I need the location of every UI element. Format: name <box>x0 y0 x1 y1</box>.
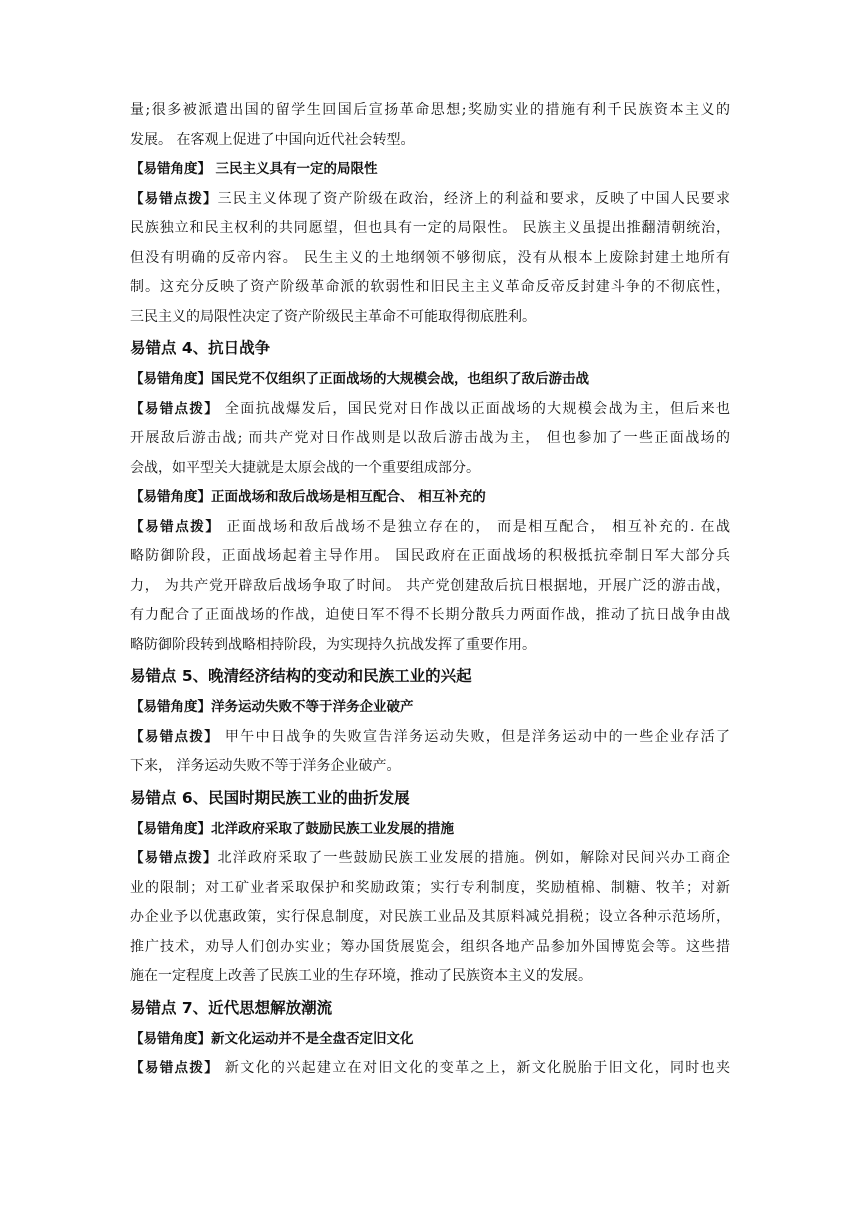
angle-tag: 【易错角度】 <box>130 699 211 715</box>
error-angle <box>130 365 730 395</box>
tip-text: 三民主义体现了资产阶级在政治，经济上的利益和要求，反映了中国人民要求 <box>217 190 730 207</box>
angle-text: 洋务运动失败不等于洋务企业破产 <box>211 699 414 715</box>
paragraph-line: 推广技术，劝导人们创办实业；筹办国货展览会，组织各地产品参加外国博览会等。这些措 <box>130 938 730 955</box>
angle-text: 北洋政府采取了鼓励民族工业发展的措施 <box>211 820 454 837</box>
angle-tag: 【易错角度】 <box>130 371 211 387</box>
document-page <box>130 96 730 1084</box>
error-angle <box>130 483 730 513</box>
error-angle <box>130 155 730 185</box>
paragraph-line: 力， 为共产党开辟敌后战场争取了时间。 共产党创建敌后抗日根据地，开展广泛的游击战， <box>130 577 730 594</box>
paragraph-line: 但没有明确的反帝内容。 民生主义的土地纲领不够彻底，没有从根本上废除封建土地所有 <box>130 249 730 266</box>
section-heading: 易错点 5、晚清经济结构的变动和民族工业的兴起 <box>130 667 472 685</box>
tip-text: 甲午中日战争的失败宣告洋务运动失败，但是洋务运动中的一些企业存活了 <box>219 728 730 745</box>
tip-tag: 【易错点拨】 <box>130 850 218 866</box>
paragraph-line: 开展敌后游击战; 而共产党对日作战则是以敌后游击战为主， 但也参加了一些正面战场的 <box>130 430 730 446</box>
tip-tag: 【易错点拨】 <box>130 400 220 417</box>
paragraph-line: 施在一定程度上改善了民族工业的生存环境，推动了民族资本主义的发展。 <box>130 968 592 984</box>
paragraph-line: 下来， 洋务运动失败不等于洋务企业破产。 <box>130 758 401 774</box>
error-angle <box>130 1025 730 1055</box>
paragraph-line: 略防御阶段转到战略相持阶段，为实现持久抗战发挥了重要作用。 <box>130 636 536 653</box>
tip-tag: 【易错点拨】 <box>130 518 221 535</box>
error-tip-line <box>130 513 730 543</box>
error-tip-line <box>130 395 730 425</box>
angle-tag: 【易错角度】 <box>130 489 211 505</box>
tip-text: 正面战场和敌后战场不是独立存在的， 而是相互配合， 相互补充的. 在战 <box>220 518 730 535</box>
tip-text: 北洋政府采取了一些鼓励民族工业发展的措施。例如，解除对民间兴办工商企 <box>217 850 730 866</box>
paragraph-line: 办企业予以优惠政策，实行保息制度，对民族工业品及其原料减兑捐税；设立各种示范场所， <box>130 909 730 925</box>
error-tip-line <box>130 844 730 874</box>
paragraph-line: 量;很多被派遣出国的留学生回国后宣扬革命思想;奖励实业的措施有利千民族资本主义的 <box>130 102 730 118</box>
angle-tag: 【易错角度】 <box>130 161 211 177</box>
paragraph-line: 民族独立和民主权利的共同愿望，但也具有一定的局限性。 民族主义虽提出推翻清朝统治， <box>130 220 730 236</box>
tip-text: 全面抗战爆发后，国民党对日作战以正面战场的大规模会战为主，但后来也 <box>219 400 730 417</box>
paragraph-line: 发展。 在客观上促进了中国向近代社会转型。 <box>130 131 415 148</box>
section-heading: 易错点 4、抗日战争 <box>130 339 271 357</box>
angle-text: 新文化运动并不是全盘否定旧文化 <box>211 1030 414 1047</box>
paragraph-line: 三民主义的局限性决定了资产阶级民主革命不可能取得彻底胜利。 <box>130 308 536 325</box>
error-tip-line <box>130 723 730 753</box>
tip-text: 新文化的兴起建立在对旧文化的变革之上，新文化脱胎于旧文化，同时也夹 <box>219 1060 730 1076</box>
section-heading: 易错点 7、近代思想解放潮流 <box>130 998 333 1017</box>
paragraph-line: 有力配合了正面战场的作战，迫使日军不得不长期分散兵力两面作战，推动了抗日战争由战 <box>130 607 730 623</box>
error-tip-line <box>130 1054 730 1084</box>
paragraph-line: 制。这充分反映了资产阶级革命派的软弱性和旧民主主义革命反帝反封建斗争的不彻底性， <box>130 279 730 295</box>
tip-tag: 【易错点拨】 <box>130 190 218 207</box>
error-angle <box>130 815 730 845</box>
paragraph-line: 会战，如平型关大捷就是太原会战的一个重要组成部分。 <box>130 459 480 476</box>
angle-text: 三民主义具有一定的局限性 <box>215 161 378 177</box>
tip-tag: 【易错点拨】 <box>130 1060 220 1076</box>
error-tip-line <box>130 185 730 215</box>
angle-tag: 【易错角度】 <box>130 820 211 837</box>
angle-tag: 【易错角度】 <box>130 1030 211 1047</box>
angle-text: 国民党不仅组织了正面战场的大规模会战，也组织了敌后游击战 <box>211 371 589 387</box>
section-heading: 易错点 6、民国时期民族工业的曲折发展 <box>130 788 410 807</box>
paragraph-line: 略防御阶段，正面战场起着主导作用。 国民政府在正面战场的积极抵抗牵制日军大部分兵 <box>130 548 730 564</box>
paragraph-line: 业的限制；对工矿业者采取保护和奖励政策；实行专利制度，奖励植棉、制糖、牧羊；对新 <box>130 879 730 896</box>
angle-text: 正面战场和敌后战场是相互配合、 相互补充的 <box>211 489 486 505</box>
error-angle <box>130 693 730 723</box>
tip-tag: 【易错点拨】 <box>130 728 220 745</box>
